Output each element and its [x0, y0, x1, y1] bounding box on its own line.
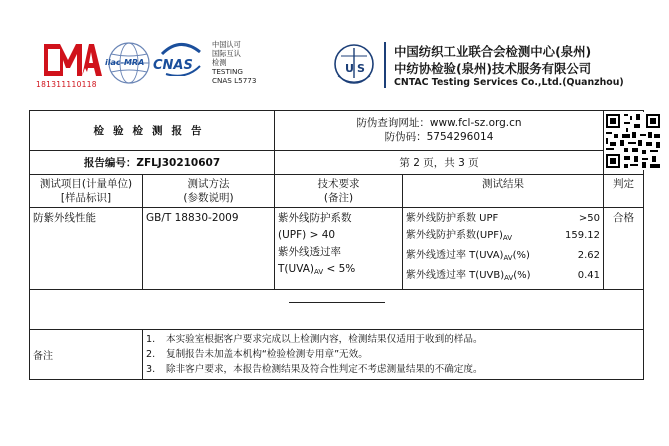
cnas-caption-line: 中国认可	[212, 40, 241, 49]
verdict: 合格	[604, 208, 644, 290]
result-label-sub: AV	[502, 234, 513, 242]
col-header-result: 测试结果	[403, 175, 604, 208]
org-name-cn-1: 中国纺织工业联合会检测中心(泉州)	[394, 44, 592, 59]
result-row	[406, 247, 600, 267]
result-row	[406, 227, 600, 247]
result-value: 2.62	[577, 250, 600, 261]
cnas-caption	[212, 40, 256, 85]
col-header-req-line1: 技术要求	[317, 178, 360, 190]
anti-fake-info	[275, 111, 604, 151]
req-line: (UPF) > 40	[278, 229, 336, 241]
result-value: >50	[578, 213, 600, 224]
ilac-mra-label: ilac-MRA	[105, 58, 145, 67]
test-method: GB/T 18830-2009	[143, 208, 275, 290]
anti-fake-url: 防伪查询网址：www.fcl-sz.org.cn	[356, 117, 522, 130]
tech-requirement	[275, 208, 403, 290]
notes-content	[143, 330, 644, 380]
req-line	[278, 261, 399, 281]
req-line: 紫外线透过率	[278, 246, 341, 258]
result-label-text: 紫外线透过率 T(UVA)	[406, 250, 504, 261]
result-value: 159.12	[565, 230, 600, 241]
note-text: 复制报告未加盖本机构“检验检测专用章”无效。	[166, 349, 368, 360]
note-number: 1.	[146, 334, 156, 345]
header-separator	[384, 42, 386, 88]
result-label	[406, 267, 531, 287]
test-item: 防紫外线性能	[30, 208, 143, 290]
req-line-text: < 5%	[323, 263, 356, 275]
result-row	[406, 267, 600, 287]
result-label	[406, 210, 498, 227]
result-label	[406, 247, 530, 267]
qr-code-cell	[604, 111, 644, 175]
result-label	[406, 227, 512, 247]
cnas-caption-line: TESTING	[212, 67, 243, 76]
page-info: 第 2 页，共 3 页	[275, 150, 604, 174]
note-number: 2.	[146, 349, 156, 360]
result-value: 0.41	[577, 270, 600, 281]
note-item	[146, 362, 640, 377]
cnas-label: CNAS	[153, 58, 193, 73]
result-row	[406, 210, 600, 227]
org-name-cn-2: 中纺协检验(泉州)技术服务有限公司	[394, 61, 592, 76]
testing-services-logo	[333, 42, 375, 90]
cma-code: 181311110118	[36, 80, 97, 89]
cnas-caption-line: 检测	[212, 58, 227, 67]
test-results	[403, 208, 604, 290]
org-name-en: CNTAC Testing Services Co.,Ltd.(Quanzhou)	[394, 77, 624, 88]
note-item	[146, 347, 640, 362]
notes-label: 备注	[30, 330, 143, 380]
blank-row	[30, 290, 644, 330]
col-header-method-line2: (参数说明)	[183, 192, 234, 204]
result-label-sub: AV	[503, 254, 513, 262]
result-label-text: 紫外线防护系数(UPF)	[406, 230, 503, 241]
report-title: 检验检测报告	[30, 111, 275, 151]
report-table	[29, 110, 644, 380]
note-text: 本实验室根据客户要求完成以上检测内容，检测结果仅适用于收到的样品。	[166, 334, 483, 345]
result-label-text: 紫外线防护系数 UPF	[406, 213, 499, 224]
result-label-sub: AV	[504, 274, 514, 282]
col-header-verdict: 判定	[604, 175, 644, 208]
qr-code-icon[interactable]	[604, 112, 662, 170]
note-number: 3.	[146, 364, 156, 375]
col-header-req-line2: (备注)	[323, 192, 354, 204]
result-label-suffix: (%)	[512, 250, 530, 261]
col-header-method-line1: 测试方法	[187, 178, 230, 190]
req-line-sub: AV	[314, 268, 324, 276]
col-header-item-line2: [样品标识]	[60, 192, 112, 204]
col-header-item-line1: 测试项目(计量单位)	[39, 178, 133, 190]
svg-text:S: S	[357, 62, 365, 75]
req-line: 紫外线防护系数	[278, 212, 352, 224]
result-label-suffix: (%)	[513, 270, 531, 281]
report-number: 报告编号：ZFLJ30210607	[30, 150, 275, 174]
col-header-method	[143, 175, 275, 208]
col-header-requirement	[275, 175, 403, 208]
col-header-item	[30, 175, 143, 208]
req-line-text: T(UVA)	[278, 263, 314, 275]
cnas-caption-line: 国际互认	[212, 49, 241, 58]
svg-text:U: U	[345, 62, 354, 75]
anti-fake-code: 防伪码：5754296014	[384, 131, 494, 144]
note-text: 除非客户要求，本报告检测结果及符合性判定不考虑测量结果的不确定度。	[166, 364, 483, 375]
note-item	[146, 332, 640, 347]
cnas-caption-line: CNAS L5773	[212, 76, 257, 85]
end-line	[289, 302, 385, 303]
result-label-text: 紫外线透过率 T(UVB)	[406, 270, 505, 281]
